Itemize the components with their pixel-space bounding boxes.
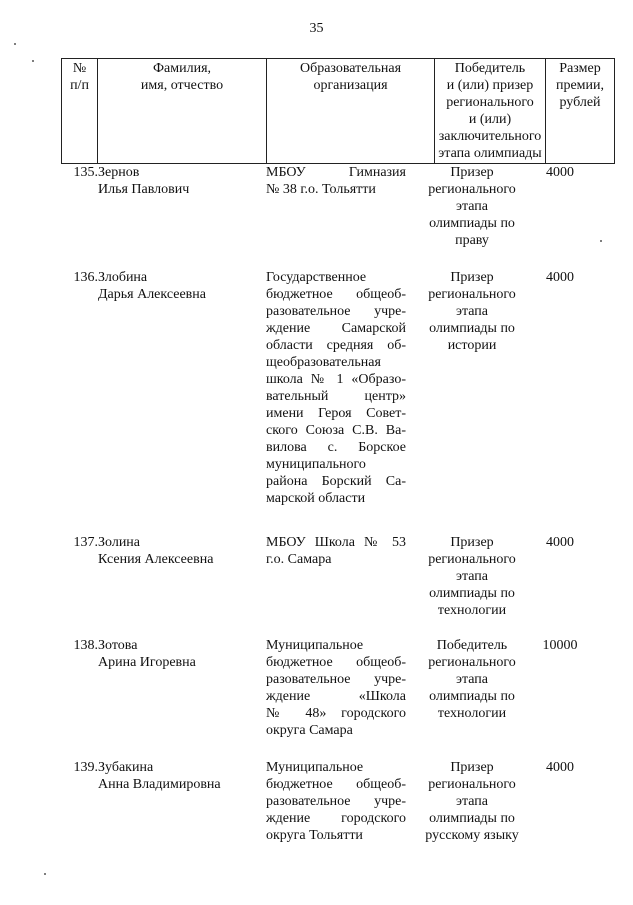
- award-status-line: этапа: [455, 569, 489, 584]
- student-name: [98, 269, 256, 303]
- award-status: [416, 637, 528, 722]
- header-award-line: и (или) призер: [446, 78, 534, 93]
- organization-line: имени Героя Совет-: [266, 406, 406, 421]
- award-status-line: этапа: [455, 672, 489, 687]
- student-name-line: Арина Игоревна: [98, 655, 196, 670]
- header-organization: [267, 59, 435, 164]
- award-status-line: Призер: [450, 535, 494, 550]
- award-status: [416, 534, 528, 619]
- scan-speck: [600, 240, 602, 242]
- header-amount-line: премии,: [555, 78, 605, 93]
- header-number: [62, 59, 98, 164]
- header-name-line: Фамилия,: [152, 61, 212, 76]
- award-status-line: регионального: [428, 552, 516, 567]
- header-award-line: заключительного: [438, 129, 542, 144]
- organization: [266, 534, 406, 568]
- organization-line: Муниципальное: [266, 760, 364, 775]
- row-number: 138.: [73, 638, 98, 653]
- header-award: [435, 59, 546, 164]
- page-number: 35: [309, 21, 324, 36]
- header-name: [98, 59, 267, 164]
- student-name-line: Дарья Алексеевна: [98, 287, 206, 302]
- row-number: 136.: [73, 270, 98, 285]
- student-name-line: Злобина: [98, 270, 148, 285]
- award-status-line: олимпиады по: [429, 321, 515, 336]
- organization-line: вательный центр»: [266, 389, 406, 404]
- organization-line: Муниципальное: [266, 638, 364, 653]
- header-award-line: и (или): [468, 112, 512, 127]
- student-name-line: Илья Павлович: [98, 182, 190, 197]
- award-status-line: олимпиады по: [429, 811, 515, 826]
- organization: [266, 637, 406, 739]
- award-status-line: русскому языку: [425, 828, 519, 843]
- organization-line: округа Тольятти: [266, 828, 363, 843]
- organization-line: ского Союза С.В. Ва-: [266, 423, 406, 438]
- scan-speck: [14, 43, 16, 45]
- student-name-line: Зернов: [98, 165, 140, 180]
- organization: [266, 269, 406, 507]
- header-number-line: п/п: [70, 78, 89, 93]
- student-name: [98, 164, 256, 198]
- row-number: 137.: [73, 535, 98, 550]
- header-award-line: Победитель: [454, 61, 526, 76]
- scan-speck: [32, 60, 34, 62]
- header-organization-line: Образовательная: [299, 61, 402, 76]
- organization-line: Государственное: [266, 270, 367, 285]
- organization-line: ждение Самарской: [266, 321, 406, 336]
- prize-amount: 4000: [546, 165, 574, 180]
- award-status-line: истории: [447, 338, 497, 353]
- organization-line: бюджетное общеоб-: [266, 655, 406, 670]
- organization-line: № 48» городского: [266, 706, 406, 721]
- award-status-line: регионального: [428, 287, 516, 302]
- organization-line: бюджетное общеоб-: [266, 287, 406, 302]
- header-amount: [546, 59, 615, 164]
- award-status-line: регионального: [428, 182, 516, 197]
- header-number-line: №: [72, 61, 87, 76]
- student-name-line: Зотова: [98, 638, 138, 653]
- award-status: [416, 269, 528, 354]
- organization-line: № 38 г.о. Тольятти: [266, 182, 376, 197]
- organization-line: г.о. Самара: [266, 552, 332, 567]
- prize-amount: 10000: [542, 638, 578, 653]
- organization-line: школа № 1 «Образо-: [266, 372, 406, 387]
- organization-line: марской области: [266, 491, 366, 506]
- student-name-line: Золина: [98, 535, 141, 550]
- award-status-line: Призер: [450, 165, 494, 180]
- student-name: [98, 534, 256, 568]
- award-status-line: олимпиады по: [429, 586, 515, 601]
- award-status: [416, 164, 528, 249]
- award-status-line: технологии: [437, 706, 507, 721]
- organization-line: ждение городского: [266, 811, 406, 826]
- award-status-line: Победитель: [436, 638, 508, 653]
- prize-amount: 4000: [546, 535, 574, 550]
- organization-line: муниципального: [266, 457, 366, 472]
- organization-line: вилова с. Борское: [266, 440, 406, 455]
- organization-line: округа Самара: [266, 723, 353, 738]
- organization-line: бюджетное общеоб-: [266, 777, 406, 792]
- row-number: 139.: [73, 760, 98, 775]
- header-award-line: этапа олимпиады: [438, 146, 542, 161]
- header-amount-line: рублей: [559, 95, 601, 110]
- organization-line: МБОУ Гимназия: [266, 165, 406, 180]
- scan-speck: [44, 873, 46, 875]
- award-status-line: олимпиады по: [429, 689, 515, 704]
- header-organization-line: организация: [313, 78, 388, 93]
- award-status-line: этапа: [455, 304, 489, 319]
- award-status-line: регионального: [428, 777, 516, 792]
- student-name: [98, 759, 256, 793]
- organization-line: района Борский Са-: [266, 474, 406, 489]
- organization-line: разовательное учре-: [266, 672, 406, 687]
- header-award-line: регионального: [446, 95, 534, 110]
- student-name-line: Зубакина: [98, 760, 154, 775]
- organization: [266, 759, 406, 844]
- row-number: 135.: [73, 165, 98, 180]
- prize-amount: 4000: [546, 760, 574, 775]
- award-status-line: праву: [455, 233, 489, 248]
- student-name: [98, 637, 256, 671]
- header-amount-line: Размер: [559, 61, 601, 76]
- award-status-line: этапа: [455, 199, 489, 214]
- organization-line: щеобразовательная: [266, 355, 381, 370]
- award-status-line: регионального: [428, 655, 516, 670]
- organization: [266, 164, 406, 198]
- header-name-line: имя, отчество: [140, 78, 224, 93]
- organization-line: области средняя об-: [266, 338, 406, 353]
- student-name-line: Ксения Алексеевна: [98, 552, 214, 567]
- award-status-line: технологии: [437, 603, 507, 618]
- prize-amount: 4000: [546, 270, 574, 285]
- award-status-line: этапа: [455, 794, 489, 809]
- organization-line: МБОУ Школа № 53: [266, 535, 406, 550]
- organization-line: разовательное учре-: [266, 304, 406, 319]
- award-status-line: Призер: [450, 270, 494, 285]
- award-status-line: Призер: [450, 760, 494, 775]
- award-status: [416, 759, 528, 844]
- award-status-line: олимпиады по: [429, 216, 515, 231]
- student-name-line: Анна Владимировна: [98, 777, 221, 792]
- table-header: [61, 58, 615, 164]
- organization-line: ждение «Школа: [266, 689, 406, 704]
- organization-line: разовательное учре-: [266, 794, 406, 809]
